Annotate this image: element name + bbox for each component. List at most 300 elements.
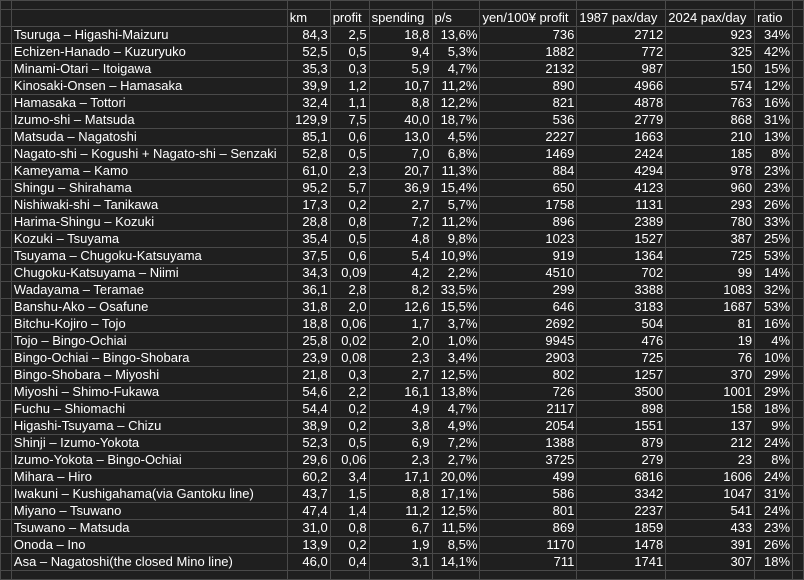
data-cell[interactable]: 31,8 bbox=[287, 299, 330, 316]
data-cell[interactable]: 4,9 bbox=[369, 401, 432, 418]
data-cell[interactable]: 0,5 bbox=[330, 44, 369, 61]
data-cell[interactable]: 8% bbox=[755, 452, 793, 469]
data-cell[interactable]: 14% bbox=[755, 265, 793, 282]
data-cell[interactable]: 1741 bbox=[577, 554, 666, 571]
cell[interactable] bbox=[793, 112, 804, 129]
route-name-cell[interactable]: Echizen-Hanado – Kuzuryuko bbox=[11, 44, 287, 61]
data-cell[interactable]: 919 bbox=[480, 248, 577, 265]
route-name-cell[interactable]: Asa – Nagatoshi(the closed Mino line) bbox=[11, 554, 287, 571]
data-cell[interactable]: 2,3 bbox=[330, 163, 369, 180]
data-cell[interactable]: 32,4 bbox=[287, 95, 330, 112]
data-cell[interactable]: 13% bbox=[755, 129, 793, 146]
data-cell[interactable]: 325 bbox=[666, 44, 755, 61]
data-cell[interactable]: 34,3 bbox=[287, 265, 330, 282]
data-cell[interactable]: 21,8 bbox=[287, 367, 330, 384]
data-cell[interactable]: 10% bbox=[755, 350, 793, 367]
cell[interactable] bbox=[793, 282, 804, 299]
route-name-cell[interactable]: Tojo – Bingo-Ochiai bbox=[11, 333, 287, 350]
route-name-cell[interactable]: Shingu – Shirahama bbox=[11, 180, 287, 197]
data-cell[interactable]: 43,7 bbox=[287, 486, 330, 503]
data-cell[interactable]: 370 bbox=[666, 367, 755, 384]
data-cell[interactable]: 725 bbox=[666, 248, 755, 265]
data-cell[interactable]: 46,0 bbox=[287, 554, 330, 571]
data-cell[interactable]: 387 bbox=[666, 231, 755, 248]
cell[interactable] bbox=[793, 418, 804, 435]
data-cell[interactable]: 1,0% bbox=[432, 333, 480, 350]
data-cell[interactable]: 978 bbox=[666, 163, 755, 180]
data-cell[interactable]: 3500 bbox=[577, 384, 666, 401]
data-cell[interactable]: 536 bbox=[480, 112, 577, 129]
data-cell[interactable]: 5,9 bbox=[369, 61, 432, 78]
data-cell[interactable]: 52,5 bbox=[287, 44, 330, 61]
data-cell[interactable]: 19 bbox=[666, 333, 755, 350]
data-cell[interactable]: 541 bbox=[666, 503, 755, 520]
data-cell[interactable]: 1551 bbox=[577, 418, 666, 435]
cell[interactable] bbox=[793, 384, 804, 401]
data-cell[interactable]: 26% bbox=[755, 537, 793, 554]
data-cell[interactable]: 725 bbox=[577, 350, 666, 367]
cell[interactable] bbox=[432, 571, 480, 580]
data-cell[interactable]: 2779 bbox=[577, 112, 666, 129]
data-cell[interactable]: 3388 bbox=[577, 282, 666, 299]
data-cell[interactable]: 2692 bbox=[480, 316, 577, 333]
route-name-cell[interactable]: Nishiwaki-shi – Tanikawa bbox=[11, 197, 287, 214]
cell[interactable] bbox=[432, 1, 480, 10]
data-cell[interactable]: 12% bbox=[755, 78, 793, 95]
data-cell[interactable]: 6,8% bbox=[432, 146, 480, 163]
cell[interactable] bbox=[793, 146, 804, 163]
data-cell[interactable]: 1388 bbox=[480, 435, 577, 452]
data-cell[interactable]: 16% bbox=[755, 95, 793, 112]
data-cell[interactable]: 18,8 bbox=[369, 27, 432, 44]
data-cell[interactable]: 2,0 bbox=[369, 333, 432, 350]
data-cell[interactable]: 1001 bbox=[666, 384, 755, 401]
data-cell[interactable]: 31% bbox=[755, 486, 793, 503]
data-cell[interactable]: 0,5 bbox=[330, 435, 369, 452]
data-cell[interactable]: 35,3 bbox=[287, 61, 330, 78]
data-cell[interactable]: 33,5% bbox=[432, 282, 480, 299]
data-cell[interactable]: 2,7 bbox=[369, 367, 432, 384]
data-cell[interactable]: 32% bbox=[755, 282, 793, 299]
data-cell[interactable]: 1,1 bbox=[330, 95, 369, 112]
route-name-cell[interactable]: Kozuki – Tsuyama bbox=[11, 231, 287, 248]
column-header-cell[interactable]: p/s bbox=[432, 10, 480, 27]
data-cell[interactable]: 879 bbox=[577, 435, 666, 452]
data-cell[interactable]: 763 bbox=[666, 95, 755, 112]
data-cell[interactable]: 869 bbox=[480, 520, 577, 537]
data-cell[interactable]: 1663 bbox=[577, 129, 666, 146]
data-cell[interactable]: 2132 bbox=[480, 61, 577, 78]
data-cell[interactable]: 4,7% bbox=[432, 61, 480, 78]
data-cell[interactable]: 18% bbox=[755, 401, 793, 418]
data-cell[interactable]: 23 bbox=[666, 452, 755, 469]
cell[interactable] bbox=[666, 1, 755, 10]
route-name-cell[interactable]: Izumo-Yokota – Bingo-Ochiai bbox=[11, 452, 287, 469]
route-name-cell[interactable]: Kameyama – Kamo bbox=[11, 163, 287, 180]
route-name-cell[interactable]: Miyano – Tsuwano bbox=[11, 503, 287, 520]
data-cell[interactable]: 504 bbox=[577, 316, 666, 333]
data-cell[interactable]: 1,5 bbox=[330, 486, 369, 503]
data-cell[interactable]: 36,1 bbox=[287, 282, 330, 299]
data-cell[interactable]: 29,6 bbox=[287, 452, 330, 469]
data-cell[interactable]: 54,6 bbox=[287, 384, 330, 401]
data-cell[interactable]: 1758 bbox=[480, 197, 577, 214]
cell[interactable] bbox=[793, 1, 804, 10]
cell[interactable] bbox=[480, 1, 577, 10]
data-cell[interactable]: 1606 bbox=[666, 469, 755, 486]
cell[interactable] bbox=[480, 571, 577, 580]
data-cell[interactable]: 60,2 bbox=[287, 469, 330, 486]
data-cell[interactable]: 821 bbox=[480, 95, 577, 112]
data-cell[interactable]: 736 bbox=[480, 27, 577, 44]
data-cell[interactable]: 499 bbox=[480, 469, 577, 486]
cell[interactable] bbox=[793, 78, 804, 95]
data-cell[interactable]: 0,09 bbox=[330, 265, 369, 282]
data-cell[interactable]: 12,6 bbox=[369, 299, 432, 316]
data-cell[interactable]: 0,06 bbox=[330, 316, 369, 333]
route-name-cell[interactable]: Wadayama – Teramae bbox=[11, 282, 287, 299]
data-cell[interactable]: 38,9 bbox=[287, 418, 330, 435]
data-cell[interactable]: 76 bbox=[666, 350, 755, 367]
data-cell[interactable]: 5,7% bbox=[432, 197, 480, 214]
cell[interactable] bbox=[369, 1, 432, 10]
cell[interactable] bbox=[793, 265, 804, 282]
route-name-cell[interactable]: Tsuwano – Matsuda bbox=[11, 520, 287, 537]
data-cell[interactable]: 18,7% bbox=[432, 112, 480, 129]
route-name-cell[interactable]: Fuchu – Shiomachi bbox=[11, 401, 287, 418]
route-name-cell[interactable]: Bitchu-Kojiro – Tojo bbox=[11, 316, 287, 333]
data-cell[interactable]: 2227 bbox=[480, 129, 577, 146]
data-cell[interactable]: 7,0 bbox=[369, 146, 432, 163]
data-cell[interactable]: 7,2% bbox=[432, 435, 480, 452]
route-name-cell[interactable]: Hamasaka – Tottori bbox=[11, 95, 287, 112]
data-cell[interactable]: 1023 bbox=[480, 231, 577, 248]
data-cell[interactable]: 279 bbox=[577, 452, 666, 469]
cell[interactable] bbox=[287, 1, 330, 10]
data-cell[interactable]: 0,3 bbox=[330, 367, 369, 384]
data-cell[interactable]: 1083 bbox=[666, 282, 755, 299]
data-cell[interactable]: 5,3% bbox=[432, 44, 480, 61]
data-cell[interactable]: 2,0 bbox=[330, 299, 369, 316]
data-cell[interactable]: 293 bbox=[666, 197, 755, 214]
cell[interactable] bbox=[11, 571, 287, 580]
cell[interactable] bbox=[793, 571, 804, 580]
data-cell[interactable]: 129,9 bbox=[287, 112, 330, 129]
data-cell[interactable]: 20,7 bbox=[369, 163, 432, 180]
data-cell[interactable]: 4123 bbox=[577, 180, 666, 197]
data-cell[interactable]: 212 bbox=[666, 435, 755, 452]
data-cell[interactable]: 1469 bbox=[480, 146, 577, 163]
data-cell[interactable]: 42% bbox=[755, 44, 793, 61]
data-cell[interactable]: 1,2 bbox=[330, 78, 369, 95]
data-cell[interactable]: 23% bbox=[755, 163, 793, 180]
data-cell[interactable]: 39,9 bbox=[287, 78, 330, 95]
cell[interactable] bbox=[793, 214, 804, 231]
data-cell[interactable]: 85,1 bbox=[287, 129, 330, 146]
data-cell[interactable]: 36,9 bbox=[369, 180, 432, 197]
cell[interactable] bbox=[793, 452, 804, 469]
data-cell[interactable]: 20,0% bbox=[432, 469, 480, 486]
route-name-cell[interactable]: Banshu-Ako – Osafune bbox=[11, 299, 287, 316]
data-cell[interactable]: 13,0 bbox=[369, 129, 432, 146]
data-cell[interactable]: 0,06 bbox=[330, 452, 369, 469]
data-cell[interactable]: 25% bbox=[755, 231, 793, 248]
data-cell[interactable]: 15,5% bbox=[432, 299, 480, 316]
data-cell[interactable]: 37,5 bbox=[287, 248, 330, 265]
route-name-cell[interactable]: Bingo-Ochiai – Bingo-Shobara bbox=[11, 350, 287, 367]
data-cell[interactable]: 0,2 bbox=[330, 418, 369, 435]
data-cell[interactable]: 0,02 bbox=[330, 333, 369, 350]
data-cell[interactable]: 8,5% bbox=[432, 537, 480, 554]
column-header-cell[interactable]: spending bbox=[369, 10, 432, 27]
data-cell[interactable]: 11,2% bbox=[432, 78, 480, 95]
data-cell[interactable]: 210 bbox=[666, 129, 755, 146]
data-cell[interactable]: 150 bbox=[666, 61, 755, 78]
data-cell[interactable]: 23,9 bbox=[287, 350, 330, 367]
data-cell[interactable]: 35,4 bbox=[287, 231, 330, 248]
cell[interactable] bbox=[793, 486, 804, 503]
route-name-cell[interactable]: Bingo-Shobara – Miyoshi bbox=[11, 367, 287, 384]
route-name-cell[interactable]: Higashi-Tsuyama – Chizu bbox=[11, 418, 287, 435]
data-cell[interactable]: 802 bbox=[480, 367, 577, 384]
data-cell[interactable]: 18% bbox=[755, 554, 793, 571]
data-cell[interactable]: 4,8 bbox=[369, 231, 432, 248]
cell[interactable] bbox=[793, 316, 804, 333]
data-cell[interactable]: 3,7% bbox=[432, 316, 480, 333]
data-cell[interactable]: 1882 bbox=[480, 44, 577, 61]
route-name-cell[interactable]: Shinji – Izumo-Yokota bbox=[11, 435, 287, 452]
data-cell[interactable]: 53% bbox=[755, 248, 793, 265]
cell[interactable] bbox=[793, 95, 804, 112]
data-cell[interactable]: 9% bbox=[755, 418, 793, 435]
data-cell[interactable]: 0,2 bbox=[330, 401, 369, 418]
data-cell[interactable]: 3183 bbox=[577, 299, 666, 316]
data-cell[interactable]: 0,8 bbox=[330, 214, 369, 231]
data-cell[interactable]: 987 bbox=[577, 61, 666, 78]
data-cell[interactable]: 2712 bbox=[577, 27, 666, 44]
data-cell[interactable]: 772 bbox=[577, 44, 666, 61]
data-cell[interactable]: 476 bbox=[577, 333, 666, 350]
data-cell[interactable]: 23% bbox=[755, 180, 793, 197]
cell[interactable] bbox=[793, 10, 804, 27]
data-cell[interactable]: 15% bbox=[755, 61, 793, 78]
route-name-cell[interactable]: Izumo-shi – Matsuda bbox=[11, 112, 287, 129]
cell[interactable] bbox=[793, 333, 804, 350]
data-cell[interactable]: 8,8 bbox=[369, 486, 432, 503]
data-cell[interactable]: 0,8 bbox=[330, 520, 369, 537]
data-cell[interactable]: 0,6 bbox=[330, 248, 369, 265]
data-cell[interactable]: 646 bbox=[480, 299, 577, 316]
data-cell[interactable]: 1131 bbox=[577, 197, 666, 214]
cell[interactable] bbox=[793, 503, 804, 520]
data-cell[interactable]: 890 bbox=[480, 78, 577, 95]
data-cell[interactable]: 1527 bbox=[577, 231, 666, 248]
data-cell[interactable]: 391 bbox=[666, 537, 755, 554]
data-cell[interactable]: 1478 bbox=[577, 537, 666, 554]
data-cell[interactable]: 2054 bbox=[480, 418, 577, 435]
data-cell[interactable]: 7,2 bbox=[369, 214, 432, 231]
cell[interactable] bbox=[11, 1, 287, 10]
data-cell[interactable]: 0,5 bbox=[330, 231, 369, 248]
cell[interactable] bbox=[793, 27, 804, 44]
data-cell[interactable]: 1,7 bbox=[369, 316, 432, 333]
cell[interactable] bbox=[793, 197, 804, 214]
data-cell[interactable]: 13,8% bbox=[432, 384, 480, 401]
data-cell[interactable]: 29% bbox=[755, 384, 793, 401]
data-cell[interactable]: 960 bbox=[666, 180, 755, 197]
data-cell[interactable]: 99 bbox=[666, 265, 755, 282]
data-cell[interactable]: 24% bbox=[755, 435, 793, 452]
cell[interactable] bbox=[793, 231, 804, 248]
data-cell[interactable]: 2,3 bbox=[369, 350, 432, 367]
route-name-cell[interactable]: Chugoku-Katsuyama – Niimi bbox=[11, 265, 287, 282]
data-cell[interactable]: 780 bbox=[666, 214, 755, 231]
data-cell[interactable]: 23% bbox=[755, 520, 793, 537]
data-cell[interactable]: 3342 bbox=[577, 486, 666, 503]
route-name-cell[interactable]: Miyoshi – Shimo-Fukawa bbox=[11, 384, 287, 401]
data-cell[interactable]: 3,4% bbox=[432, 350, 480, 367]
cell[interactable] bbox=[793, 435, 804, 452]
data-cell[interactable]: 31,0 bbox=[287, 520, 330, 537]
data-cell[interactable]: 2,8 bbox=[330, 282, 369, 299]
data-cell[interactable]: 4510 bbox=[480, 265, 577, 282]
data-cell[interactable]: 0,2 bbox=[330, 537, 369, 554]
data-cell[interactable]: 11,5% bbox=[432, 520, 480, 537]
data-cell[interactable]: 868 bbox=[666, 112, 755, 129]
data-cell[interactable]: 9945 bbox=[480, 333, 577, 350]
data-cell[interactable]: 9,8% bbox=[432, 231, 480, 248]
cell[interactable] bbox=[369, 571, 432, 580]
data-cell[interactable]: 3,1 bbox=[369, 554, 432, 571]
data-cell[interactable]: 4% bbox=[755, 333, 793, 350]
data-cell[interactable]: 5,4 bbox=[369, 248, 432, 265]
data-cell[interactable]: 14,1% bbox=[432, 554, 480, 571]
data-cell[interactable]: 0,08 bbox=[330, 350, 369, 367]
data-cell[interactable]: 54,4 bbox=[287, 401, 330, 418]
data-cell[interactable]: 7,5 bbox=[330, 112, 369, 129]
route-name-cell[interactable]: Tsuyama – Chugoku-Katsuyama bbox=[11, 248, 287, 265]
data-cell[interactable]: 18,8 bbox=[287, 316, 330, 333]
data-cell[interactable]: 4,9% bbox=[432, 418, 480, 435]
data-cell[interactable]: 1047 bbox=[666, 486, 755, 503]
data-cell[interactable]: 40,0 bbox=[369, 112, 432, 129]
data-cell[interactable]: 81 bbox=[666, 316, 755, 333]
data-cell[interactable]: 2,2% bbox=[432, 265, 480, 282]
data-cell[interactable]: 13,6% bbox=[432, 27, 480, 44]
data-cell[interactable]: 4294 bbox=[577, 163, 666, 180]
data-cell[interactable]: 6,9 bbox=[369, 435, 432, 452]
data-cell[interactable]: 433 bbox=[666, 520, 755, 537]
data-cell[interactable]: 0,6 bbox=[330, 129, 369, 146]
data-cell[interactable]: 4,2 bbox=[369, 265, 432, 282]
data-cell[interactable]: 5,7 bbox=[330, 180, 369, 197]
cell[interactable] bbox=[793, 299, 804, 316]
cell[interactable] bbox=[793, 350, 804, 367]
data-cell[interactable]: 2,7 bbox=[369, 197, 432, 214]
data-cell[interactable]: 1257 bbox=[577, 367, 666, 384]
data-cell[interactable]: 84,3 bbox=[287, 27, 330, 44]
cell[interactable] bbox=[793, 44, 804, 61]
data-cell[interactable]: 8,8 bbox=[369, 95, 432, 112]
route-name-cell[interactable]: Harima-Shingu – Kozuki bbox=[11, 214, 287, 231]
data-cell[interactable]: 3,4 bbox=[330, 469, 369, 486]
data-cell[interactable]: 26% bbox=[755, 197, 793, 214]
data-cell[interactable]: 586 bbox=[480, 486, 577, 503]
data-cell[interactable]: 2,7% bbox=[432, 452, 480, 469]
data-cell[interactable]: 158 bbox=[666, 401, 755, 418]
data-cell[interactable]: 4966 bbox=[577, 78, 666, 95]
column-header-cell[interactable]: yen/100¥ profit bbox=[480, 10, 577, 27]
cell[interactable] bbox=[793, 248, 804, 265]
data-cell[interactable]: 25,8 bbox=[287, 333, 330, 350]
data-cell[interactable]: 16,1 bbox=[369, 384, 432, 401]
route-name-cell[interactable]: Matsuda – Nagatoshi bbox=[11, 129, 287, 146]
data-cell[interactable]: 24% bbox=[755, 469, 793, 486]
cell[interactable] bbox=[577, 571, 666, 580]
data-cell[interactable]: 1687 bbox=[666, 299, 755, 316]
data-cell[interactable]: 4878 bbox=[577, 95, 666, 112]
data-cell[interactable]: 11,2% bbox=[432, 214, 480, 231]
route-name-cell[interactable]: Iwakuni – Kushigahama(via Gantoku line) bbox=[11, 486, 287, 503]
cell[interactable] bbox=[755, 1, 793, 10]
data-cell[interactable]: 185 bbox=[666, 146, 755, 163]
data-cell[interactable]: 3725 bbox=[480, 452, 577, 469]
route-name-cell[interactable]: Mihara – Hiro bbox=[11, 469, 287, 486]
data-cell[interactable]: 2,2 bbox=[330, 384, 369, 401]
route-name-cell[interactable]: Nagato-shi – Kogushi + Nagato-shi – Senzaki bbox=[11, 146, 287, 163]
data-cell[interactable]: 574 bbox=[666, 78, 755, 95]
data-cell[interactable]: 17,1% bbox=[432, 486, 480, 503]
data-cell[interactable]: 31% bbox=[755, 112, 793, 129]
data-cell[interactable]: 6816 bbox=[577, 469, 666, 486]
data-cell[interactable]: 29% bbox=[755, 367, 793, 384]
data-cell[interactable]: 896 bbox=[480, 214, 577, 231]
data-cell[interactable]: 53% bbox=[755, 299, 793, 316]
data-cell[interactable]: 2237 bbox=[577, 503, 666, 520]
data-cell[interactable]: 1,9 bbox=[369, 537, 432, 554]
cell[interactable] bbox=[793, 520, 804, 537]
cell[interactable] bbox=[793, 61, 804, 78]
column-header-cell[interactable]: 2024 pax/day bbox=[666, 10, 755, 27]
data-cell[interactable]: 0,5 bbox=[330, 146, 369, 163]
data-cell[interactable]: 2,3 bbox=[369, 452, 432, 469]
data-cell[interactable]: 2389 bbox=[577, 214, 666, 231]
cell[interactable] bbox=[11, 10, 287, 27]
data-cell[interactable]: 4,7% bbox=[432, 401, 480, 418]
data-cell[interactable]: 12,5% bbox=[432, 503, 480, 520]
cell[interactable] bbox=[793, 554, 804, 571]
data-cell[interactable]: 47,4 bbox=[287, 503, 330, 520]
data-cell[interactable]: 711 bbox=[480, 554, 577, 571]
data-cell[interactable]: 884 bbox=[480, 163, 577, 180]
data-cell[interactable]: 17,1 bbox=[369, 469, 432, 486]
data-cell[interactable]: 2424 bbox=[577, 146, 666, 163]
data-cell[interactable]: 28,8 bbox=[287, 214, 330, 231]
column-header-cell[interactable]: profit bbox=[330, 10, 369, 27]
data-cell[interactable]: 10,7 bbox=[369, 78, 432, 95]
data-cell[interactable]: 11,2 bbox=[369, 503, 432, 520]
column-header-cell[interactable]: 1987 pax/day bbox=[577, 10, 666, 27]
data-cell[interactable]: 650 bbox=[480, 180, 577, 197]
column-header-cell[interactable]: ratio bbox=[755, 10, 793, 27]
data-cell[interactable]: 52,3 bbox=[287, 435, 330, 452]
data-cell[interactable]: 0,2 bbox=[330, 197, 369, 214]
data-cell[interactable]: 4,5% bbox=[432, 129, 480, 146]
cell[interactable] bbox=[666, 571, 755, 580]
data-cell[interactable]: 6,7 bbox=[369, 520, 432, 537]
data-cell[interactable]: 1170 bbox=[480, 537, 577, 554]
cell[interactable] bbox=[793, 401, 804, 418]
